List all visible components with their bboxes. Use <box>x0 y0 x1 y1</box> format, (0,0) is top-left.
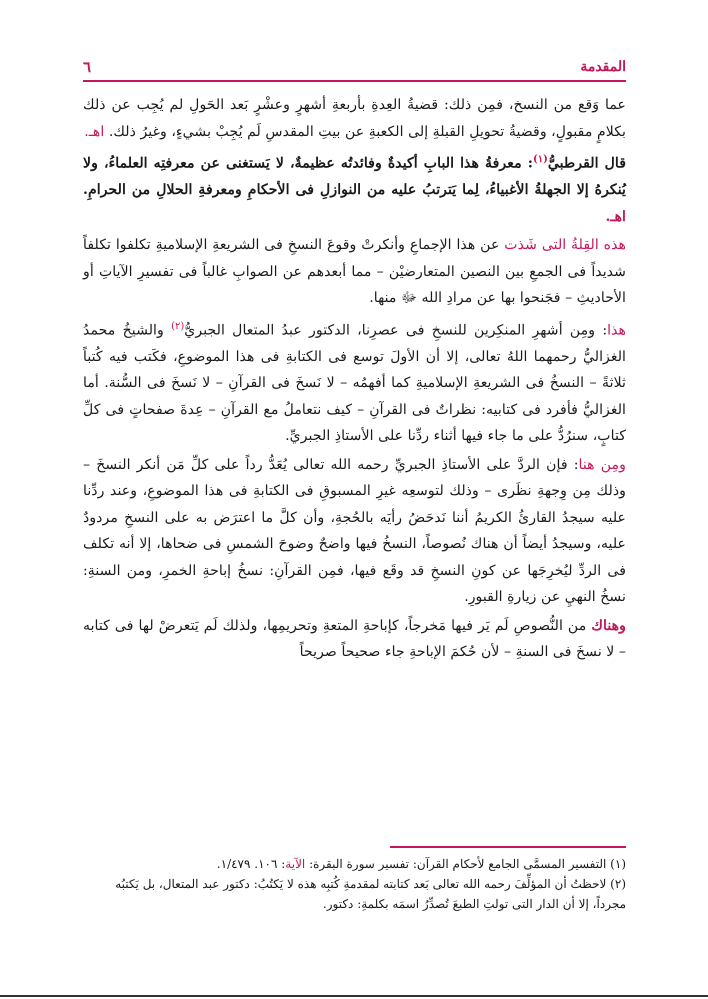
footnote-2: (٢) لاحظتُ أن المؤلِّفَ رحمه الله تعالى بَعد كتابته لمقدمةِ كُتبِه هذه لا يَكتُبُ: دكتور عبد المتعال، بل يَكتبُه مجرداً، إلا أن الدار التى تولتِ الطبعَ تُصدِّرُ اسمَه بكلمةِ: دكتور. <box>115 877 626 911</box>
paragraph-1: عما وَقع من النسخ، فمِن ذلك: قضيةُ العِدةِ بأربعةِ أشهرٍ وعشْرٍ بَعد الحَولِ لم يُجِب عن ذلك بكلامٍ مقبولٍ، وقضيةُ تحويلِ القبلةِ إلى الكعبةِ عن بيتِ المقدسِ لَم يُجِبْ بشيءٍ، وغيرُ ذلك. اهـ. <box>83 97 626 140</box>
chapter-title: المقدمة <box>580 59 626 75</box>
abbrev-end: اهـ. <box>605 208 626 225</box>
footnote-ref-2[interactable]: (٢) <box>171 320 185 332</box>
aya-label: الآية <box>285 857 306 871</box>
footnotes <box>83 854 626 914</box>
paragraph-lead: هذه القِلةُ التى شَذت <box>504 237 626 254</box>
paragraph-lead: وهناك <box>591 617 626 634</box>
footnote-separator <box>390 846 626 848</box>
bottom-border <box>0 995 708 997</box>
paragraph-6: وهناك من النُّصوصِ لَم يَر فيها مَخرجاً، كإباحةِ المتعةِ وتحريمِها، ولذلك لَم يَتعرضْ لها فى كتابه – لا نسخَ فى السنةِ – لأن حُكمَ الإباحةِ جاء صحيحاً صريحاً <box>83 617 626 661</box>
paragraph-2-quote: قال القرطبيُّ$^{(١)}$: معرفةُ هذا البابِ أكيدةٌ وفائدتُه عظيمةٌ، لا يَستغنى عن معرفتِه العلماءُ، ولا يُنكرهُ إلا الجهلةُ الأغبياءُ، لِما يَترتبُ عليه من النوازلِ فى الأحكامِ ومعرفةِ الحلالِ من الحرامِ. اهـ. <box>83 154 626 225</box>
footnote-1: (١) التفسير المسمَّى الجامع لأحكام القرآن: تفسير سورة البقرة: الآية: ١٠٦. ١/٤٧٩. <box>216 857 626 871</box>
paragraph-4: هذا: ومِن أشهرِ المنكِرين للنسخِ فى عصرِنا، الدكتور عبدُ المتعال الجبريُّ$^{(٢)}$ والشيخُ محمدُ الغزاليُّ رحمهما اللهُ تعالى، إلا أن الأولَ توسع فى الكتابةِ فى هذا الموضوعِ، فكَتب فيه كُتباً ثلاثةً – النسخُ فى الشريعةِ الإسلاميةِ كما أفهمُه – لا نَسخَ فى القرآنِ – لا نَسخَ فى السُّنة. أما الغزاليُّ فأفرد فى كتابيه: نظراتٌ فى القرآنِ – كيف نتعاملُ مع القرآنِ – عِدةَ صفحاتٍ فى كلِّ كتابٍ، سنرُدُّ على ما جاء فيها أثناء ردِّنا على الأستاذِ الجبريِّ. <box>83 320 627 445</box>
paragraph-lead: هذا <box>607 322 627 339</box>
abbrev-end: اهـ. <box>84 123 105 140</box>
page-header <box>83 54 626 82</box>
paragraph-5: ومِن هنا: فإن الردَّ على الأستاذِ الجبريِّ رحمه الله تعالى يُعَدُّ رداً على كلِّ مَن أنكر النسخَ – وذلك مِن وِجهةِ نظَرى – وذلك لتوسعِه غيرِ المسبوقِ فى الكتابةِ فى هذا الموضوعِ، وعند ردِّنا عليه سيجدُ القارئُ الكريمُ أننا نَدحَضُ رأيَه بالحُجةِ، وأن كلَّ ما اعترَض به على النسخِ مردودٌ عليه، وسيجدُ أيضاً أن هناك نُصوصاً، النسخُ فيها واضحٌ وضوحَ الشمسِ فى ضحاها، إلا أنه تكلف فى الردِّ ليُخرِجَها عن كونِ النسخِ قد وقَع فيها، فمِن القرآنِ: نسخُ إباحةِ الخمرِ، ومن السنةِ: نسخُ النهيِ عن زيارةِ القبورِ. <box>83 456 626 606</box>
paragraph-lead: ومِن هنا <box>578 456 626 473</box>
footnote-ref-1[interactable]: (١) <box>533 154 548 165</box>
page-number: ٦ <box>83 58 92 76</box>
paragraph-3: هذه القِلةُ التى شَذت عن هذا الإجماعِ وأنكرتْ وقوعَ النسخِ فى الشريعةِ الإسلاميةِ تكلفوا تكلفاً شديداً فى الجمعِ بين النصين المتعارضيْن – مما أبعدهم عن الصوابِ غالباً فى تفسيرِ الآياتِ أو الأحاديثِ – فجَنحوا بها عن مرادِ الله ﷻ منها. <box>83 237 626 307</box>
main-text <box>83 92 626 668</box>
